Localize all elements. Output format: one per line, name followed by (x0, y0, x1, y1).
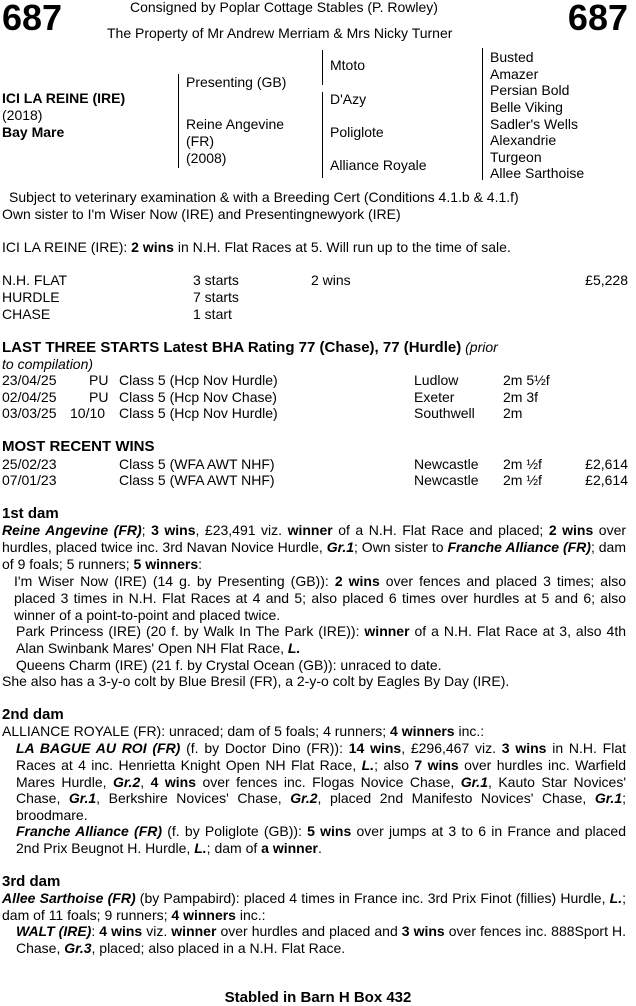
text-run: 5 wins (307, 823, 352, 839)
text-run: ALLIANCE ROYALE (FR): unraced; dam of 5 foals; 4 runners; (2, 723, 391, 739)
text-run: over fences inc. Flogas Novice Chase, (195, 773, 461, 790)
first-dam-also: She also has a 3-y-o colt by Blue Bresil (FR), a 2-y-o colt by Eagles By Day (IRE). (2, 673, 510, 689)
text-run: Franche Alliance (FR) (447, 538, 591, 555)
record-row (2, 272, 628, 289)
win-prize: £2,614 (585, 472, 628, 488)
text-run: 4 wins (150, 773, 196, 790)
pedigree-ggs-7: Turgeon (490, 149, 542, 165)
text-run: ; (141, 522, 152, 538)
text-run: Gr.1 (460, 773, 488, 790)
last-three-note-a: (prior (461, 339, 498, 355)
start-row (2, 389, 628, 406)
text-run: ; dam of 9 foals; 5 runners; (2, 538, 626, 572)
record-row (2, 289, 628, 306)
text-run: , £296,467 viz. (401, 740, 502, 756)
text-run: Gr.2 (112, 773, 141, 790)
start-race: Class 5 (Hcp Nov Hurdle) (119, 372, 278, 388)
summary-bold: 2 wins (131, 239, 174, 255)
text-run: 7 wins (414, 756, 459, 773)
start-course: Southwell (414, 405, 475, 421)
win-row (2, 456, 628, 473)
pedigree-divider-2a (322, 50, 323, 85)
lot-number-right: 687 (567, 0, 628, 38)
start-row (2, 405, 628, 422)
text-run: 3 wins (151, 522, 196, 538)
text-run: L. (609, 890, 623, 906)
start-row (2, 372, 628, 389)
start-dist: 2m 3f (503, 389, 539, 405)
text-run: Gr.1 (68, 790, 97, 807)
text-run: , Kauto Star Novices' Chase, (16, 773, 627, 807)
pedigree-sire: Presenting (GB) (186, 74, 287, 90)
text-run: over hurdles and placed and (216, 923, 402, 939)
horse-description: Bay Mare (2, 124, 65, 140)
pedigree-ggs-2: Amazer (490, 66, 539, 82)
last-three-note-b: to compilation) (2, 356, 94, 372)
text-run: 4 wins (99, 923, 143, 939)
text-run: viz. (142, 923, 172, 939)
pedigree-dam-line2: (FR) (186, 133, 214, 149)
text-run: Gr.2 (290, 790, 318, 807)
text-run: , £23,491 viz. (195, 522, 288, 538)
start-course: Ludlow (414, 372, 459, 388)
start-date: 02/04/25 (2, 389, 57, 405)
start-date: 23/04/25 (2, 372, 57, 388)
text-run: ; dam of (206, 839, 262, 856)
text-run: ; broodmare. (16, 790, 626, 824)
win-course: Newcastle (414, 456, 479, 472)
pedigree-gs-3: Poliglote (330, 124, 384, 140)
win-course: Newcastle (414, 472, 479, 488)
start-race: Class 5 (Hcp Nov Hurdle) (119, 405, 278, 421)
first-dam-heading: 1st dam (2, 505, 59, 522)
text-run: winner (287, 522, 333, 538)
record-starts: 1 start (193, 306, 232, 322)
text-run: , placed 2nd Manifesto Novices' Chase, (317, 790, 595, 807)
first-dam-progeny-2 (16, 623, 626, 657)
property-text: The Property of Mr Andrew Merriam & Mrs Nicky Turner (107, 25, 453, 41)
start-course: Exeter (414, 389, 455, 405)
second-dam-progeny-1 (16, 740, 626, 824)
pedigree-dam-line1: Reine Angevine (186, 116, 285, 132)
pedigree-divider-2b (322, 92, 323, 178)
start-dist: 2m 5½f (503, 372, 550, 388)
text-run: Gr.1 (594, 790, 623, 807)
record-starts: 7 starts (193, 289, 239, 305)
text-run: of a N.H. Flat Race and placed; (332, 522, 549, 538)
start-pos: PU (89, 372, 109, 388)
last-three-heading (2, 339, 498, 356)
summary-prefix: ICI LA REINE (IRE): (2, 239, 132, 255)
text-run: ; also (374, 756, 415, 773)
win-date: 25/02/23 (2, 456, 57, 472)
text-run: 14 wins (348, 740, 402, 756)
text-run: Gr.3 (64, 939, 92, 956)
first-dam-progeny-1 (14, 573, 626, 623)
text-run: 5 winners (133, 555, 199, 572)
record-type: N.H. FLAT (2, 272, 68, 288)
own-sister-text: Own sister to I'm Wiser Now (IRE) and Presentingnewyork (IRE) (2, 206, 401, 222)
win-race: Class 5 (WFA AWT NHF) (119, 456, 275, 472)
text-run: 3 wins (501, 740, 547, 756)
record-starts: 3 starts (193, 272, 239, 288)
text-run: LA BAGUE AU ROI (FR) (16, 740, 181, 756)
summary-suffix: in N.H. Flat Races at 5. Will run up to the time of sale. (173, 239, 511, 255)
pedigree-ggs-6: Alexandrie (490, 132, 557, 148)
record-type: HURDLE (2, 289, 60, 305)
start-race: Class 5 (Hcp Nov Chase) (119, 389, 277, 405)
text-run: : (91, 923, 100, 939)
pedigree-ggs-1: Busted (490, 49, 534, 65)
text-run: over fences and placed 3 times; also placed 3 times in N.H. Flat Races at 4 and 5; also placed 6 times over hurdles at 5 and 6; also winner of a point-to-point and placed twice. (14, 573, 626, 623)
text-run: 2 wins (548, 522, 594, 538)
pedigree-gs-4: Alliance Royale (330, 157, 427, 173)
third-dam-para (2, 890, 626, 924)
record-prize: £5,228 (585, 272, 628, 288)
text-run: L. (361, 756, 375, 773)
text-run: over hurdles, placed twice inc. 3rd Navan Novice Hurdle, (2, 522, 627, 555)
start-pos: 10/10 (70, 405, 106, 421)
text-run: I'm Wiser Now (IRE) (14 g. by Presenting (GB)): (14, 573, 335, 589)
text-run: 4 winners (171, 906, 236, 923)
text-run: 3 wins (401, 923, 445, 939)
text-run: a winner (261, 839, 318, 856)
win-row (2, 472, 628, 489)
text-run: Reine Angevine (FR) (2, 522, 142, 538)
text-run: ; Own sister to (354, 538, 448, 555)
conditions-text: Subject to veterinary examination & with a Breeding Cert (Conditions 4.1.b & 4.1.f) (9, 189, 519, 205)
first-dam-progeny-3: Queens Charm (IRE) (21 f. by Crystal Ocean (GB)): unraced to date. (16, 657, 442, 673)
win-date: 07/01/23 (2, 472, 57, 488)
recent-wins-heading: MOST RECENT WINS (2, 438, 155, 455)
text-run: (f. by Doctor Dino (FR)): (180, 740, 349, 756)
text-run: L. (287, 639, 301, 656)
text-run: , Berkshire Novices' Chase, (96, 790, 291, 807)
text-run: ; dam of 11 foals; 9 runners; (2, 890, 626, 923)
first-dam-para (2, 522, 626, 572)
horse-year: (2018) (2, 107, 43, 123)
record-wins: 2 wins (311, 272, 351, 288)
text-run: inc.: (235, 906, 266, 923)
text-run: . (317, 839, 322, 856)
pedigree-dam-year: (2008) (186, 150, 227, 166)
pedigree-ggs-4: Belle Viking (490, 99, 563, 115)
summary-text (2, 239, 511, 255)
text-run: winner (364, 623, 410, 639)
text-run: WALT (IRE) (16, 923, 92, 939)
text-run: Gr.1 (326, 538, 354, 555)
win-dist: 2m ½f (503, 456, 542, 472)
pedigree-ggs-5: Sadler's Wells (490, 116, 578, 132)
text-run: : (198, 555, 203, 572)
start-dist: 2m (503, 405, 523, 421)
lot-number-left: 687 (2, 0, 63, 38)
record-type: CHASE (2, 306, 51, 322)
text-run: in N.H. Flat Races at 4 inc. Henrietta Knight Open NH Flat Race, (16, 740, 626, 773)
consignor-text: Consigned by Poplar Cottage Stables (P. Rowley) (130, 0, 438, 15)
text-run: 4 winners (390, 723, 455, 739)
text-run: , (140, 773, 151, 790)
pedigree-ggs-8: Allee Sarthoise (490, 165, 585, 181)
win-race: Class 5 (WFA AWT NHF) (119, 472, 275, 488)
text-run: inc.: (454, 723, 485, 739)
text-run: of a N.H. Flat Race at 3, also 4th Alan Swinbank Mares' Open NH Flat Race, (16, 623, 626, 656)
horse-name: ICI LA REINE (IRE) (2, 90, 126, 106)
third-dam-progeny-1 (16, 923, 626, 957)
second-dam-para (2, 723, 484, 739)
text-run: (f. by Poliglote (GB)): (162, 823, 308, 839)
text-run: over fences inc. 888Sport H. Chase, (16, 923, 627, 956)
text-run: Allee Sarthoise (FR) (2, 890, 136, 906)
win-prize: £2,614 (585, 456, 628, 472)
text-run: winner (171, 923, 217, 939)
pedigree-gs-2: D'Azy (330, 91, 367, 107)
stabled-text: Stabled in Barn H Box 432 (224, 989, 412, 1006)
third-dam-heading: 3rd dam (2, 873, 61, 890)
second-dam-progeny-2 (16, 823, 626, 857)
text-run: (by Pampabird): placed 4 times in France inc. 3rd Prix Finot (fillies) Hurdle, (135, 890, 610, 906)
last-three-heading-text: LAST THREE STARTS Latest BHA Rating 77 (Chase), 77 (Hurdle) (2, 339, 462, 356)
start-pos: PU (89, 389, 109, 405)
text-run: over jumps at 3 to 6 in France and placed 2nd Prix Beugnot H. Hurdle, (16, 823, 627, 856)
text-run: Park Princess (IRE) (20 f. by Walk In The Park (IRE)): (16, 623, 365, 639)
start-date: 03/03/25 (2, 405, 57, 421)
text-run: over hurdles inc. Warfield Mares Hurdle, (16, 756, 627, 790)
second-dam-heading: 2nd dam (2, 706, 64, 723)
win-dist: 2m ½f (503, 472, 542, 488)
text-run: Franche Alliance (FR) (16, 823, 163, 839)
pedigree-divider-3 (482, 48, 483, 180)
record-row (2, 306, 628, 323)
pedigree-divider-1 (178, 74, 179, 168)
pedigree-ggs-3: Persian Bold (490, 82, 570, 98)
pedigree-gs-1: Mtoto (330, 57, 366, 73)
text-run: L. (194, 839, 207, 856)
text-run: , placed; also placed in a N.H. Flat Race. (91, 939, 346, 956)
text-run: 2 wins (334, 573, 380, 589)
